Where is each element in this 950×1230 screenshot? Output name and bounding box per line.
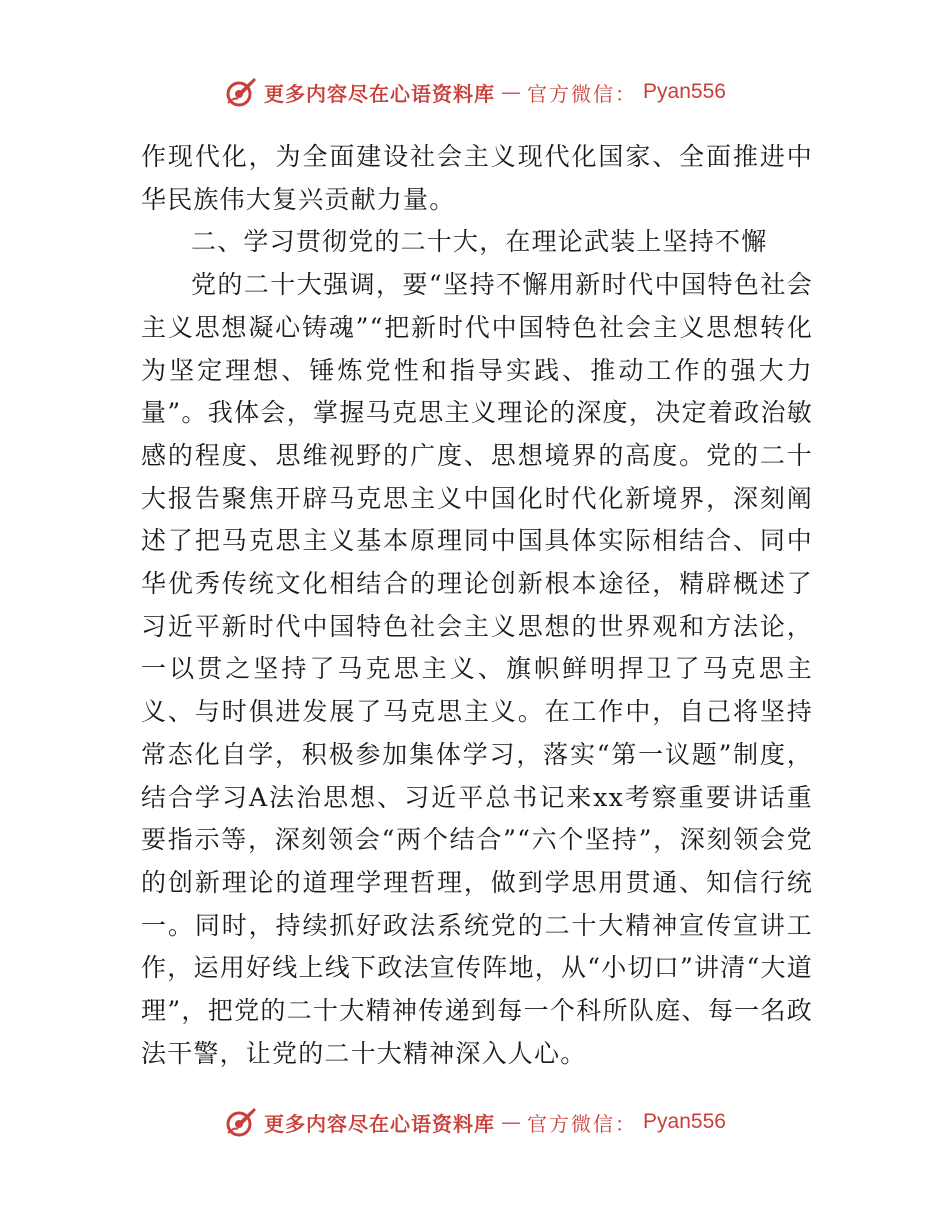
watermark-wechat-id: Pyan556 <box>643 80 726 103</box>
watermark-separator: — <box>501 80 522 104</box>
watermark-wechat-label: 官方微信： <box>527 81 638 106</box>
watermark-separator: — <box>501 1110 522 1134</box>
watermark-brand-text: 更多内容尽在心语资料库 <box>264 81 496 106</box>
section-heading: 二、学习贯彻党的二十大，在理论武装上坚持不懈 <box>191 227 768 257</box>
watermark-wechat-id: Pyan556 <box>643 1110 726 1133</box>
paragraph-body: 党的二十大强调，要“坚持不懈用新时代中国特色社会主义思想凝心铸魂”“把新时代中国特色社会主义思想转化为坚定理想、锤炼党性和指导实践、推动工作的强大力量”。我体会，掌握马克思主义理论的深度，决定着政治敏感的程度、思维视野的广度、思想境界的高度。党的二十大报告聚焦开辟马克思主义中国化时代化新境界，深刻阐述了把马克思主义基本原理同中国具体实际相结合、同中华优秀传统文化相结合的理论创新根本途径，精辟概述了习近平新时代中国特色社会主义思想的世界观和方法论，一以贯之坚持了马克思主义、旗帜鲜明捍卫了马克思主义、与时俱进发展了马克思主义。在工作中，自己将坚持常态化自学，积极参加集体学习，落实“第一议题”制度，结合学习A法治思想、习近平总书记来xx考察重要讲话重要指示等，深刻领会“两个结合”“六个坚持”，深刻领会党的创新理论的道理学理哲理，做到学思用贯通、知信行统一。同时，持续抓好政法系统党的二十大精神宣传宣讲工作，运用好线上线下政法宣传阵地，从“小切口”讲清“大道理”，把党的二十大精神传递到每一个科所队庭、每一名政法干警，让党的二十大精神深入人心。 <box>141 270 813 1068</box>
header-watermark <box>0 70 950 114</box>
document-body <box>141 136 813 1075</box>
pen-logo-icon <box>224 75 258 109</box>
watermark-wechat-label: 官方微信： <box>527 1111 638 1136</box>
watermark-brand-text: 更多内容尽在心语资料库 <box>264 1111 496 1136</box>
footer-watermark <box>0 1100 950 1144</box>
pen-logo-icon <box>224 1105 258 1139</box>
paragraph-continuation: 作现代化，为全面建设社会主义现代化国家、全面推进中华民族伟大复兴贡献力量。 <box>141 142 813 214</box>
